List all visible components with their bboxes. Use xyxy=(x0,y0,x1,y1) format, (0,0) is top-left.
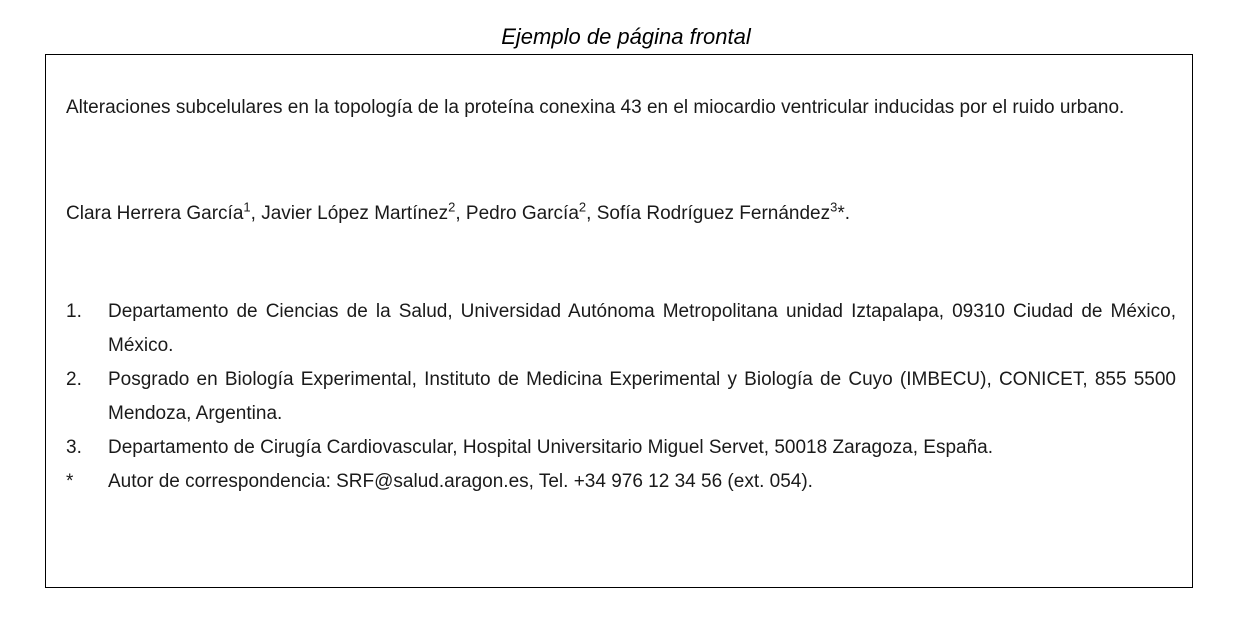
correspondence-text: Autor de correspondencia: SRF@salud.aragon.es, Tel. +34 976 12 34 56 (ext. 054). xyxy=(108,471,813,492)
affiliation-marker: 3. xyxy=(66,437,82,458)
affiliation-text: Departamento de Cirugía Cardiovascular, Hospital Universitario Miguel Servet, 50018 Zaragoza, España. xyxy=(108,437,994,458)
correspondence-item xyxy=(66,465,1176,499)
affiliation-item xyxy=(66,363,1176,431)
author-separator: , xyxy=(455,203,466,224)
affiliation-text: Posgrado en Biología Experimental, Instituto de Medicina Experimental y Biología de Cuyo (IMBECU), CONICET, 855 5500 Mendoza, Argentina. xyxy=(108,369,1176,424)
author-affiliation-sup: 2 xyxy=(448,199,456,215)
author-list xyxy=(66,199,1176,229)
author-affiliation-sup: 1 xyxy=(243,199,251,215)
author-name: Clara Herrera García xyxy=(66,203,244,224)
affiliation-marker: 1. xyxy=(66,301,82,322)
author-separator: *. xyxy=(837,203,851,224)
affiliation-marker: 2. xyxy=(66,369,82,390)
article-title: Alteraciones subcelulares en la topología de la proteína conexina 43 en el miocardio ventricular inducidas por el ruido urbano. xyxy=(66,97,1125,118)
page-heading: Ejemplo de página frontal xyxy=(501,24,751,49)
affiliation-item xyxy=(66,431,1176,465)
affiliation-text: Departamento de Ciencias de la Salud, Universidad Autónoma Metropolitana unidad Iztapalapa, 09310 Ciudad de México, México. xyxy=(108,301,1176,356)
author-affiliation-sup: 3 xyxy=(830,199,838,215)
correspondence-marker: * xyxy=(66,471,74,492)
author-name: Pedro García xyxy=(465,203,579,224)
author-separator: , xyxy=(586,203,597,224)
front-page-frame xyxy=(45,54,1193,588)
author-name: Javier López Martínez xyxy=(261,203,449,224)
author-affiliation-sup: 2 xyxy=(578,199,587,215)
affiliation-item xyxy=(66,295,1176,363)
author-name: Sofía Rodríguez Fernández xyxy=(596,203,831,224)
author-separator: , xyxy=(250,203,262,224)
affiliation-list xyxy=(66,295,1176,499)
